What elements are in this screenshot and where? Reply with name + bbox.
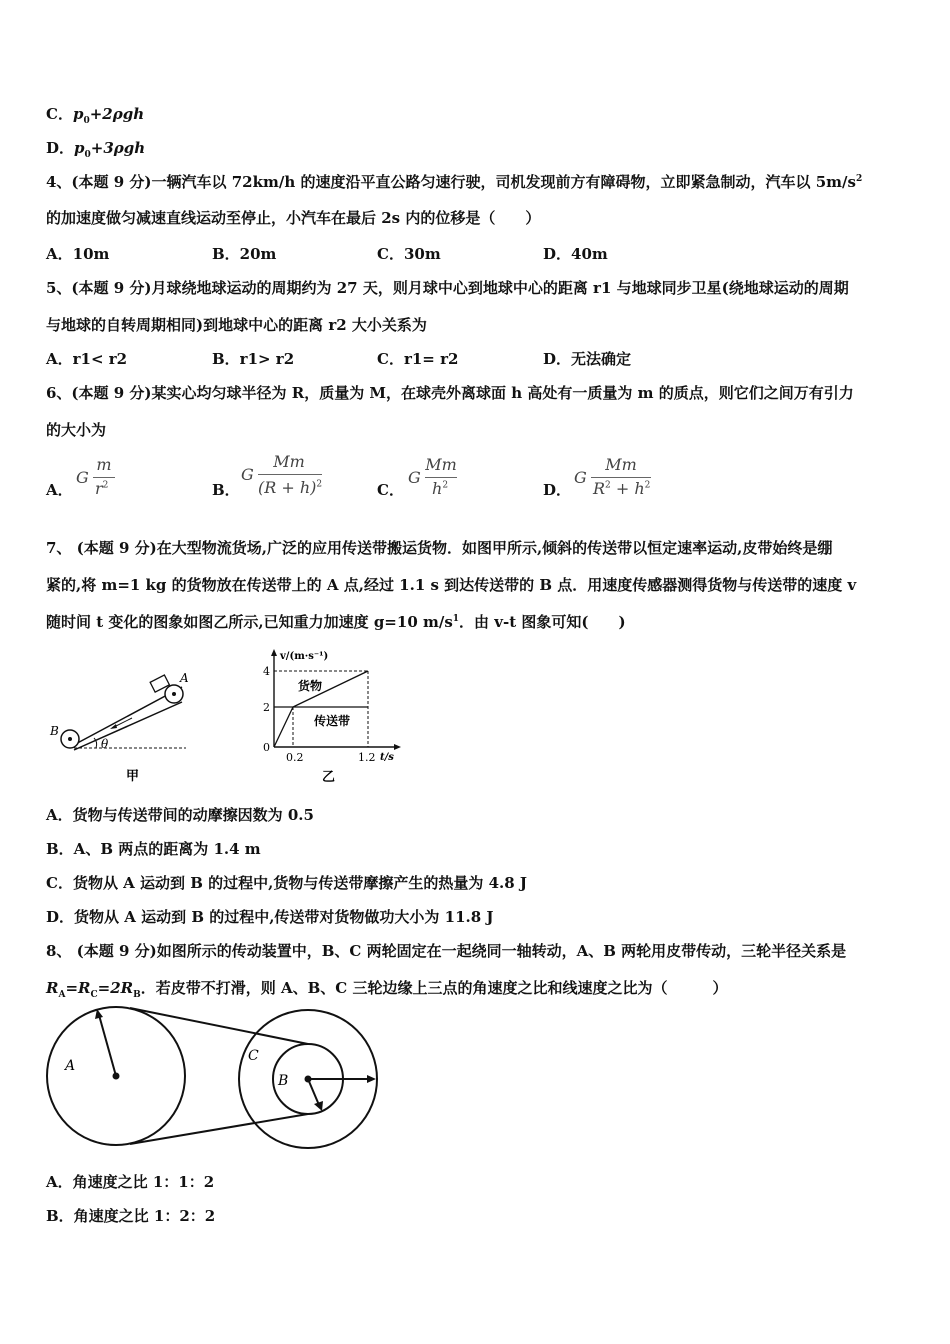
q5-stem-line1: 5、(本题 9 分)月球绕地球运动的周期约为 27 天，则月球中心到地球中心的距离 r1 与地球同步卫星(绕地球运动的周期 [46, 279, 849, 297]
den-sup: 2 [605, 480, 611, 491]
roller-b-axle [68, 737, 72, 741]
q6-formula-c [408, 455, 464, 501]
xtick-02: 0.2 [286, 751, 304, 764]
x-axis-arrow [394, 744, 401, 750]
option-text: p [74, 139, 85, 157]
label-belt: 传送带 [314, 714, 351, 728]
q4-option-b[interactable]: B．20m [212, 245, 277, 263]
fraction-bar [93, 477, 115, 478]
option-sub: 0 [83, 116, 90, 126]
sub-c: C [90, 990, 98, 1000]
belt-bottom-edge [74, 702, 182, 750]
q6-option-c[interactable]: C． [377, 481, 404, 499]
wheel-a-radius [99, 1015, 116, 1076]
xtick-12: 1.2 [358, 751, 376, 764]
q4-stem-line1 [46, 171, 862, 192]
q7-line3-text: 随时间 t 变化的图象如图乙所示,已知重力加速度 g=10 m/s [46, 613, 453, 631]
belt-upper [130, 1008, 308, 1044]
q6-option-b[interactable]: B． [212, 481, 240, 499]
q6-option-a[interactable]: A． [46, 481, 73, 499]
cargo-velocity-accel [274, 707, 293, 747]
q4-option-d[interactable]: D．40m [543, 245, 608, 263]
q6-formula-d [574, 455, 664, 503]
x-axis-label: t/s [380, 752, 394, 763]
q8-line2-rest: ．若皮带不打滑，则 A、B、C 三轮边缘上三点的角速度之比和线速度之比为（ ） [140, 979, 728, 997]
label-b: B [278, 1073, 289, 1089]
q8-option-b[interactable]: B．角速度之比 1：2：2 [46, 1207, 216, 1225]
q4-option-c[interactable]: C．30m [377, 245, 441, 263]
q5-option-d[interactable]: D．无法确定 [543, 350, 632, 368]
q8-stem-line2 [46, 977, 727, 1000]
option-sub: 0 [84, 150, 91, 160]
ytick-0: 0 [263, 741, 270, 754]
wheel-c-radius-arrow [367, 1075, 376, 1083]
option-text-rest: +3ρgh [90, 139, 146, 157]
den-sup: 2 [442, 480, 449, 491]
q6-formula-b [241, 452, 331, 502]
math-eq1: =R [65, 979, 91, 997]
q7-line3-sup: 1 [452, 614, 460, 624]
wheel-b-radius [308, 1079, 319, 1105]
formula-g: G [574, 468, 587, 487]
q8-figure-transmission [40, 1004, 385, 1154]
caption-jia: 甲 [126, 769, 140, 784]
q7-option-a[interactable]: A．货物与传送带间的动摩擦因数为 0.5 [46, 806, 314, 824]
sub-a: A [58, 990, 66, 1000]
q4-line1-sup: 2 [855, 174, 863, 184]
q7-option-b[interactable]: B．A、B 两点的距离为 1.4 m [46, 840, 261, 858]
fraction-bar [425, 477, 457, 478]
option-text-rest: +2ρgh [89, 105, 145, 123]
q3-option-d[interactable] [46, 137, 145, 160]
den-base: h [432, 479, 443, 498]
option-text: p [72, 105, 84, 123]
q5-option-b[interactable]: B．r1> r2 [212, 350, 295, 368]
formula-g: G [241, 465, 254, 484]
q6-stem-line2: 的大小为 [46, 421, 107, 439]
label-theta: θ [101, 737, 109, 751]
formula-denominator [258, 478, 322, 497]
q8-option-a[interactable]: A．角速度之比 1：1：2 [46, 1173, 215, 1191]
formula-denominator [432, 479, 448, 498]
q7-stem-line3 [46, 611, 626, 632]
ytick-4: 4 [263, 665, 270, 678]
den-sup: 2 [316, 479, 323, 490]
y-axis-label: v/(m·s⁻¹) [280, 651, 329, 662]
formula-numerator: Mm [425, 455, 457, 474]
q5-option-a[interactable]: A．r1< r2 [46, 350, 128, 368]
fraction-bar [591, 477, 651, 478]
q7-stem-line2: 紧的,将 m=1 kg 的货物放在传送带上的 A 点,经过 1.1 s 到达传送带的 B 点．用速度传感器测得货物与传送带的速度 v [46, 576, 857, 594]
den-base: (R + h) [258, 478, 317, 497]
y-axis-arrow [271, 649, 277, 656]
sub-b: B [133, 990, 141, 1000]
fraction-bar [258, 474, 322, 475]
q8-stem-line1: 8、 (本题 9 分)如图所示的传动装置中，B、C 两轮固定在一起绕同一轴转动，A、B 两轮用皮带传动，三轮半径关系是 [46, 942, 847, 960]
q4-stem-line2: 的加速度做匀减速直线运动至停止，小汽车在最后 2s 内的位移是（ ） [46, 209, 541, 227]
den-sup: 2 [102, 480, 109, 491]
formula-g: G [76, 468, 89, 487]
den-rest: + h [610, 479, 645, 498]
q5-stem-line2: 与地球的自转周期相同)到地球中心的距离 r2 大小关系为 [46, 316, 427, 334]
label-a: A [180, 671, 189, 685]
formula-denominator [593, 479, 650, 498]
label-b: B [50, 724, 59, 738]
q4-line1-text: 4、(本题 9 分)一辆汽车以 72km/h 的速度沿平直公路匀速行驶，司机发现前方有障碍物，立即紧急制动，汽车以 5m/s [46, 173, 856, 191]
formula-numerator: Mm [605, 455, 637, 474]
q6-option-d[interactable]: D． [543, 481, 572, 499]
q5-option-c[interactable]: C．r1= r2 [377, 350, 459, 368]
q7-figure-yi [256, 645, 416, 790]
label-c: C [248, 1048, 259, 1064]
q6-stem-line1: 6、(本题 9 分)某实心均匀球半径为 R，质量为 M，在球壳外离球面 h 高处有一质量为 m 的质点，则它们之间万有引力 [46, 384, 854, 402]
belt-lower [130, 1114, 308, 1144]
formula-numerator: Mm [273, 452, 305, 471]
roller-a-axle [172, 692, 176, 696]
math-eq2: =2R [97, 979, 134, 997]
caption-yi: 乙 [322, 770, 336, 785]
option-label: D． [46, 139, 75, 157]
formula-g: G [408, 468, 421, 487]
option-label: C． [46, 105, 73, 123]
ytick-2: 2 [263, 701, 270, 714]
q7-line3-rest: ．由 v-t 图象可知( ) [459, 613, 626, 631]
wheel-b-radius-arrow [314, 1101, 323, 1111]
q3-option-c[interactable] [46, 103, 144, 126]
formula-numerator: m [96, 455, 112, 474]
q7-figure-jia [44, 660, 194, 788]
q6-formula-a [76, 455, 126, 501]
q7-option-c[interactable]: C．货物从 A 运动到 B 的过程中,货物与传送带摩擦产生的热量为 4.8 J [46, 874, 528, 892]
den-base: R [593, 479, 606, 498]
den-sup2: 2 [644, 480, 651, 491]
den-base: r [95, 479, 103, 498]
math-r: R [46, 979, 59, 997]
label-cargo: 货物 [298, 679, 323, 693]
q7-stem-line1: 7、 (本题 9 分)在大型物流货场,广泛的应用传送带搬运货物．如图甲所示,倾斜的传送带以恒定速率运动,皮带始终是绷 [46, 539, 833, 557]
q4-option-a[interactable]: A．10m [46, 245, 110, 263]
label-a: A [65, 1058, 76, 1074]
q7-option-d[interactable]: D．货物从 A 运动到 B 的过程中,传送带对货物做功大小为 11.8 J [46, 908, 494, 926]
formula-denominator [95, 479, 108, 498]
